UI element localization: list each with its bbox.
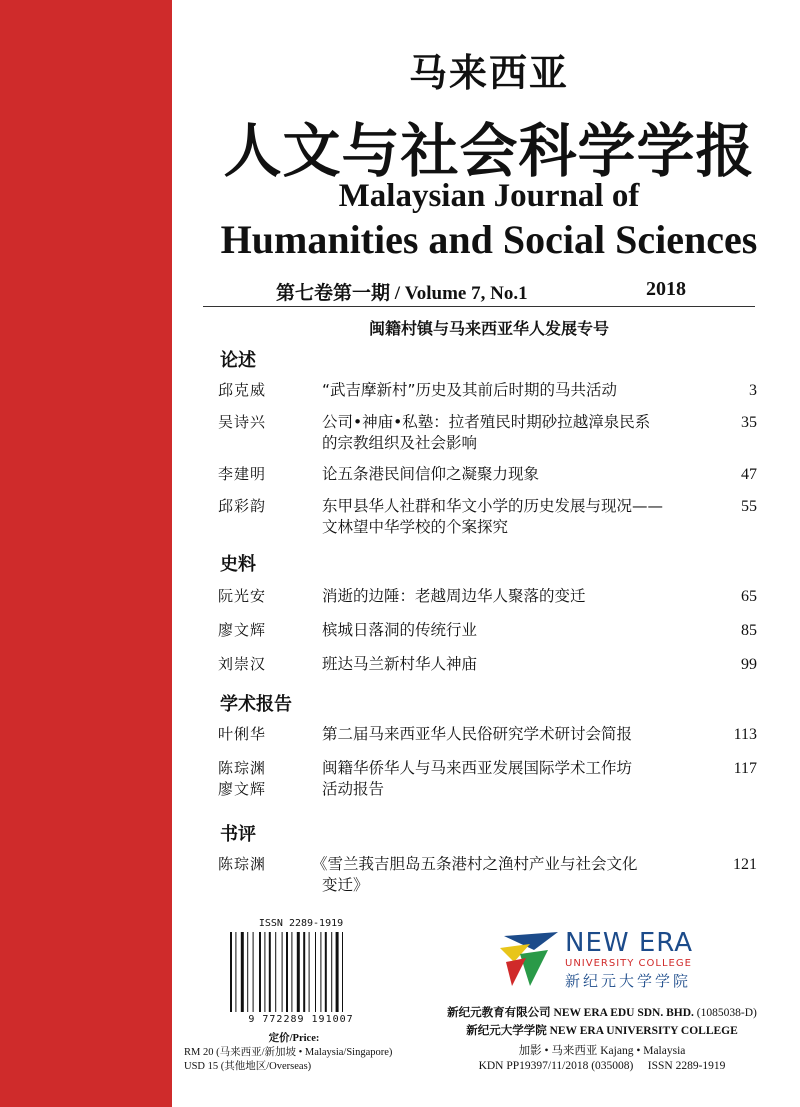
toc-author: 陈琮渊	[218, 759, 267, 777]
logo-subtitle-en: UNIVERSITY COLLEGE	[565, 958, 692, 969]
title-cn-journal: 人文与社会科学学报	[223, 117, 755, 185]
toc-page: 65	[741, 588, 757, 605]
special-issue-title: 闽籍村镇与马来西亚华人发展专号	[368, 319, 609, 338]
publisher-location: 加影 • 马来西亚 Kajang • Malaysia	[518, 1045, 686, 1057]
toc-title: 槟城日落洞的传统行业	[322, 621, 478, 639]
toc-title	[322, 412, 710, 454]
barcode-bars	[226, 932, 376, 1012]
toc-title-line1: 闽籍华侨华人与马来西亚发展国际学术工作坊	[322, 759, 633, 777]
toc-page: 35	[741, 414, 757, 431]
toc-title-line2: 文林望中华学校的个案探究	[322, 518, 509, 536]
toc-title-line2: 变迁》	[322, 876, 369, 894]
toc-page: 55	[741, 498, 757, 515]
section-heading-shuping: 书评	[220, 824, 256, 845]
title-en-line1: Malaysian Journal of	[338, 178, 640, 214]
divider-rule	[203, 306, 755, 307]
logo-name-cn: 新纪元大学学院	[565, 972, 692, 990]
toc-author: 廖文辉	[218, 780, 267, 798]
toc-author: 吴诗兴	[218, 413, 267, 431]
toc-title-line2: 的宗教组织及社会影响	[322, 434, 478, 452]
toc-page: 117	[733, 760, 757, 777]
volume-issue: 第七卷第一期 / Volume 7, No.1	[276, 283, 528, 304]
title-cn-country: 马来西亚	[408, 51, 569, 95]
publisher-line-1	[412, 1004, 792, 1020]
red-spine-band	[0, 0, 172, 1107]
toc-author: 邱克威	[218, 381, 267, 399]
college-name-en: NEW ERA UNIVERSITY COLLEGE	[549, 1025, 738, 1037]
toc-title: 第二届马来西亚华人民俗研究学术研讨会简报	[322, 725, 633, 743]
section-heading-shiliao: 史料	[220, 554, 256, 575]
toc-author: 李建明	[218, 465, 267, 483]
toc-title-line1: 公司•神庙•私塾：拉者殖民时期砂拉越漳泉民系	[322, 413, 651, 431]
college-name-cn: 新纪元大学学院	[466, 1025, 547, 1037]
section-heading-xueshu: 学术报告	[220, 694, 292, 715]
title-en-line2: Humanities and Social Sciences	[220, 217, 758, 262]
publisher-name-cn: 新纪元教育有限公司	[447, 1007, 551, 1019]
price-line-local: RM 20 (马来西亚/新加坡 • Malaysia/Singapore)	[184, 1047, 393, 1058]
toc-title: “武吉摩新村”历史及其前后时期的马共活动	[322, 381, 618, 399]
toc-title: 消逝的边陲：老越周边华人聚落的变迁	[322, 587, 586, 605]
price-label: 定价/Price:	[268, 1033, 320, 1044]
new-era-logo-icon	[500, 928, 562, 988]
toc-author: 陈琮渊	[218, 855, 267, 873]
toc-authors	[218, 758, 308, 800]
toc-page: 85	[741, 622, 757, 639]
barcode-number: 9 772289 191007	[248, 1014, 354, 1025]
price-line-overseas: USD 15 (其他地区/Overseas)	[184, 1061, 312, 1072]
toc-author: 叶俐华	[218, 725, 267, 743]
price-block	[184, 1032, 404, 1074]
toc-title	[322, 496, 710, 538]
toc-page: 3	[749, 382, 757, 399]
publisher-reg: (1085038-D)	[696, 1007, 757, 1019]
section-heading-lunshu: 论述	[220, 350, 256, 371]
toc-title: 论五条港民间信仰之凝聚力现象	[322, 465, 540, 483]
toc-title	[322, 758, 710, 800]
barcode-block	[226, 918, 376, 1030]
toc-title-line1: 《雪兰莪吉胆岛五条港村之渔村产业与社会文化	[312, 855, 638, 873]
toc-author: 阮光安	[218, 587, 267, 605]
toc-title-line2: 活动报告	[322, 780, 385, 798]
toc-title	[312, 854, 700, 896]
toc-page: 47	[741, 466, 757, 483]
toc-title: 班达马兰新村华人神庙	[322, 655, 478, 673]
toc-page: 121	[733, 856, 757, 873]
logo-name-en: NEW ERA	[565, 928, 694, 958]
toc-author: 邱彩韵	[218, 497, 267, 515]
kdn-number: KDN PP19397/11/2018 (035008)	[478, 1060, 634, 1072]
publisher-line-2	[412, 1022, 792, 1038]
toc-page: 99	[741, 656, 757, 673]
publication-year: 2018	[646, 278, 686, 300]
toc-author: 廖文辉	[218, 621, 267, 639]
publisher-line-4	[412, 1060, 792, 1072]
toc-author: 刘崇汉	[218, 655, 267, 673]
publisher-name-en: NEW ERA EDU SDN. BHD.	[553, 1007, 694, 1019]
issn-number: ISSN 2289-1919	[647, 1060, 726, 1072]
toc-page: 113	[733, 726, 757, 743]
barcode-issn-label: ISSN 2289-1919	[258, 918, 344, 929]
toc-title-line1: 东甲县华人社群和华文小学的历史发展与现况——	[322, 497, 664, 515]
